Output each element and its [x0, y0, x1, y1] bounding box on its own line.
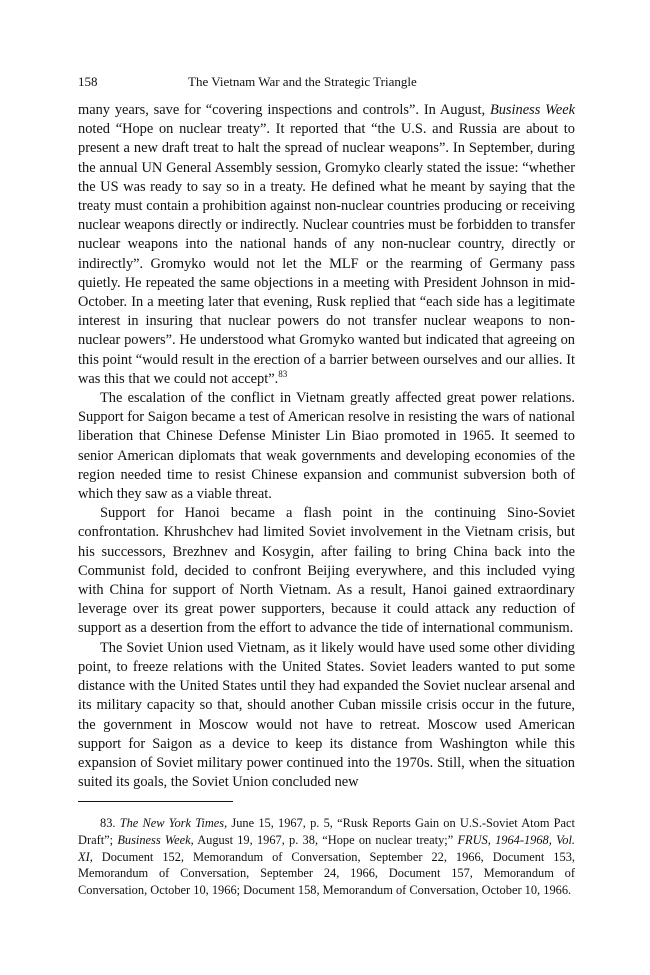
paragraph-2: The escalation of the conflict in Vietnam greatly affected great power relations. Support for Saigon became a test of American resolve in resisting the wars of national liberation that Chinese Defense Minister Lin Biao promoted in 1965. It seemed to senior American diplomats that weak governments and developing economies of the region needed time to resist Chinese expansion and communist subversion both of which they saw as a viable threat.	[78, 390, 575, 503]
running-title: The Vietnam War and the Strategic Triangle	[188, 74, 417, 89]
footnote-number: 83.	[100, 816, 116, 831]
footnote-divider	[78, 801, 233, 802]
magazine-title: Business Week	[489, 102, 575, 118]
footnote-text-2: August 19, 1967, p. 38, “Hope on nuclear treaty;”	[193, 832, 458, 847]
running-header	[78, 74, 575, 90]
paragraph-4: The Soviet Union used Vietnam, as it likely would have used some other dividing point, to freeze relations with the United States. Soviet leaders wanted to put some distance with the United States until they had expanded the Soviet nuclear arsenal and its military capacity so that, should another Cuban missile crisis occur in the future, the government in Moscow would not have to retreat. Moscow used American support for Saigon as a device to keep its distance from Washington while this expansion of Soviet military power continued into the 1970s. Still, when the situation suited its goals, the Soviet Union concluded new	[78, 639, 575, 791]
footnote-reference[interactable]: 83	[278, 368, 288, 379]
footnote-source-2: Business Week,	[117, 832, 194, 847]
page-number: 158	[78, 74, 98, 89]
paragraph-1-text-c: noted “Hope on nuclear treaty”. It reported that “the U.S. and Russia are about to present a new draft treat to halt the spread of nuclear weapons”. In September, during the annual UN General Assembly session, Gromyko clearly stated the issue: “whether the US was ready to say so in a treaty. He defined what he meant by saying that the treaty must contain a prohibition against non-nuclear countries producing or receiving nuclear weapons directly or indirectly. Nuclear countries must be forbidden to transfer nuclear weapons into the national hands of any non-nuclear country, directly or indirectly”. Gromyko would not let the MLF or the rearming of Germany pass quietly. He repeated the same objections in a meeting with President Johnson in mid-October. In a meeting later that evening, Rusk replied that “each side has a legitimate interest in insuring that nuclear powers do not transfer nuclear weapons to non-nuclear powers”. He understood what Gromyko wanted but indicated that agreeing on this point “would result in the erection of a barrier between ourselves and our allies. It was this that we could not accept”.	[78, 121, 575, 387]
footnote-text-3: Document 152, Memorandum of Conversation, September 22, 1966, Document 153, Memorandum of Conversation, September 24, 1966, Document 157, Memorandum of Conversation, October 10, 1966; Document 158, Memorandum of Conversation, October 10, 1966.	[78, 849, 575, 897]
footnote-83	[78, 815, 575, 898]
book-page	[78, 74, 575, 898]
footnote-source-1: The New York Times,	[119, 816, 228, 831]
paragraph-1	[78, 101, 575, 389]
footnote-source-3: FRUS, 1964-1968, Vol. XI,	[78, 832, 575, 864]
paragraph-3: Support for Hanoi became a flash point in the continuing Sino-Soviet confrontation. Khrushchev had limited Soviet involvement in the Vietnam crisis, but his successors, Brezhnev and Kosygin, after failing to bring China back into the Communist fold, decided to confront Beijing everywhere, and this included vying with China for support of North Vietnam. As a result, Hanoi gained extraordinary leverage over its great power supporters, because it could attack any reduction of support as a desertion from the effort to advance the tide of international communism.	[78, 505, 575, 637]
footnote-text-1: June 15, 1967, p. 5, “Rusk Reports Gain on U.S.-Soviet Atom Pact Draft”;	[78, 816, 575, 847]
body-text	[78, 101, 575, 792]
paragraph-1-text-a: many years, save for “covering inspections and controls”. In August,	[78, 102, 490, 118]
